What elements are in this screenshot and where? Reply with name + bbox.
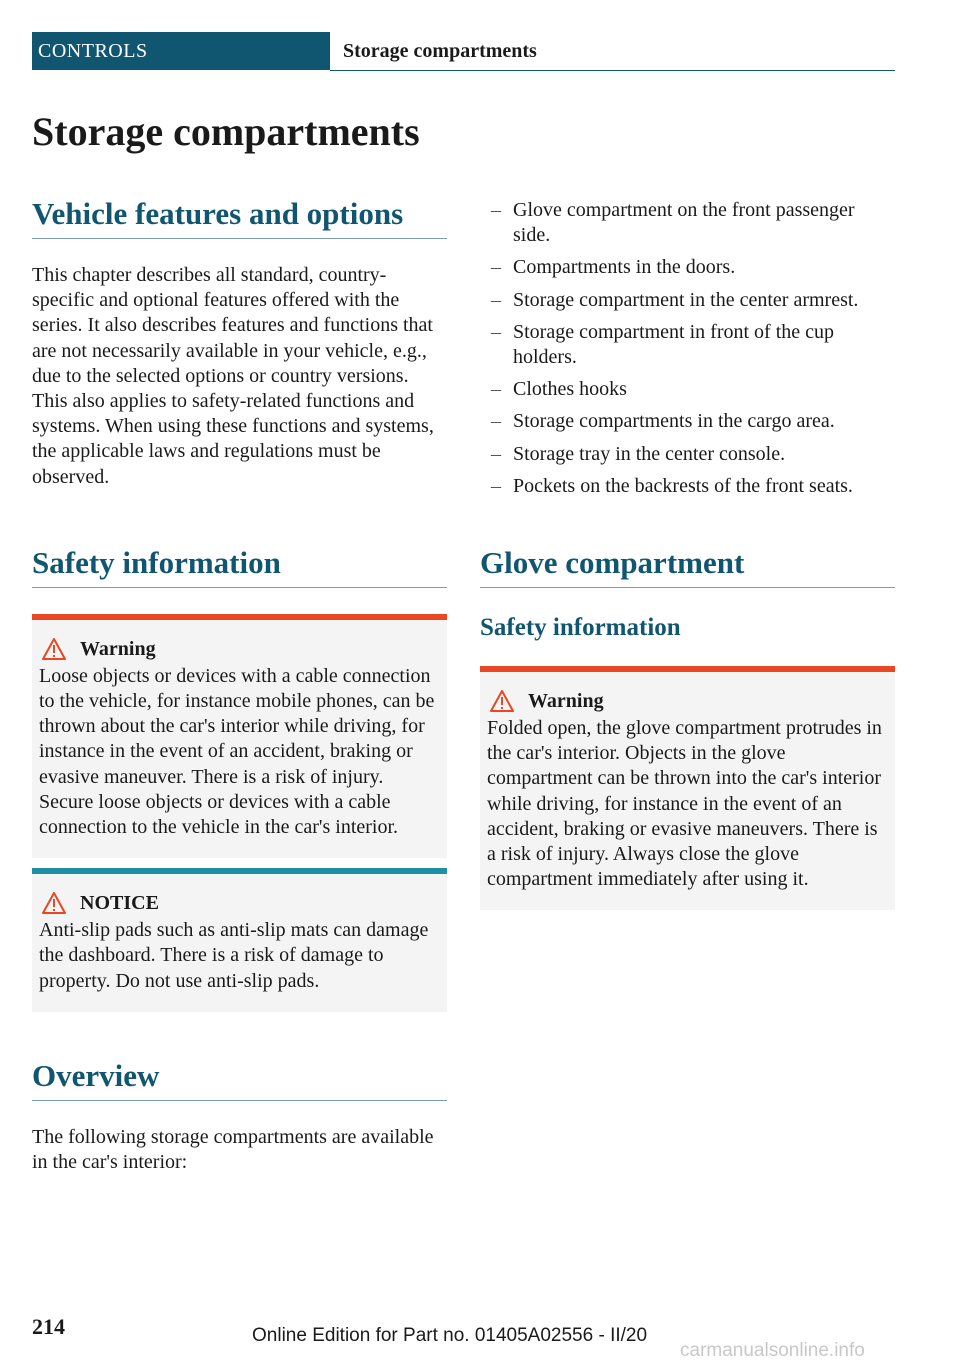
warning-box-header [39,636,439,662]
header-title: Storage compartments [343,40,537,62]
watermark: carmanualsonline.info [680,1340,865,1361]
warning-label: Warning [80,637,156,660]
overview-body: The following storage compartments are available in the car's interior: [32,1125,434,1174]
subheading-safety-information: Safety information [480,614,681,642]
warning-box-glove-compartment [480,666,895,910]
warning-text: Loose objects or devices with a cable connection to the vehicle, for instance mobile phones, can be thrown about the car's interior while driving, for instance in the event of an accident, braking or evasive maneuver. There is a risk of injury. Secure loose objects or devices with a cable connection to the vehicle in the car's interior. [39,664,435,839]
list-item: – Clothes hooks [491,378,627,401]
warning-box-loose-objects [32,614,447,858]
left-column [32,190,447,1175]
warning-text: Folded open, the glove compartment protrudes in the car's interior. Objects in the glove compartment can be thrown into the car's interior while driving, for instance in the event of an accident, braking or evasive maneuvers. There is a risk of injury. Always close the glove compartment immediately after using it. [487,717,882,891]
notice-label: NOTICE [80,892,159,915]
running-header [32,32,895,72]
header-section-label: CONTROLS [32,32,330,70]
notice-box-header [39,890,439,916]
warning-triangle-icon [42,892,66,914]
heading-safety-information: Safety information [32,539,447,588]
list-item: – Compartments in the doors. [491,256,736,279]
list-item: – Storage compartments in the cargo area. [491,410,835,433]
page-number: 214 [32,1314,65,1339]
notice-text: Anti-slip pads such as anti-slip mats can damage the dashboard. There is a risk of damage to property. Do not use anti-slip pads. [39,919,429,992]
list-item: – Storage compartment in front of the cup holders. [491,320,835,369]
page-title: Storage compartments [32,109,420,154]
right-column [480,190,895,910]
warning-triangle-icon [42,638,66,660]
heading-vehicle-features: Vehicle features and options [32,190,447,239]
list-item: – Storage tray in the center console. [491,442,786,465]
heading-overview: Overview [32,1052,447,1101]
notice-box-anti-slip [32,868,447,1012]
storage-compartments-list [480,198,895,499]
warning-box-header [487,688,887,714]
list-item: – Storage compartment in the center armrest. [491,288,859,311]
list-item: – Glove compartment on the front passenger side. [491,199,855,247]
list-item: – Pockets on the backrests of the front seats. [491,474,853,497]
header-rule [330,70,895,71]
vehicle-features-body: This chapter describes all standard, country-specific and optional features offered with the series. It also describes features and functions that are not necessarily available in your vehicle, e.g., due to the selected options or country versions. This also applies to safety-related functions and systems. When using these functions and systems, the applicable laws and regulations must be observed. [32,264,434,488]
warning-triangle-icon [490,690,514,712]
footer-edition: Online Edition for Part no. 01405A02556 - II/20 [252,1325,648,1346]
warning-label: Warning [528,690,604,713]
heading-glove-compartment: Glove compartment [480,539,895,588]
